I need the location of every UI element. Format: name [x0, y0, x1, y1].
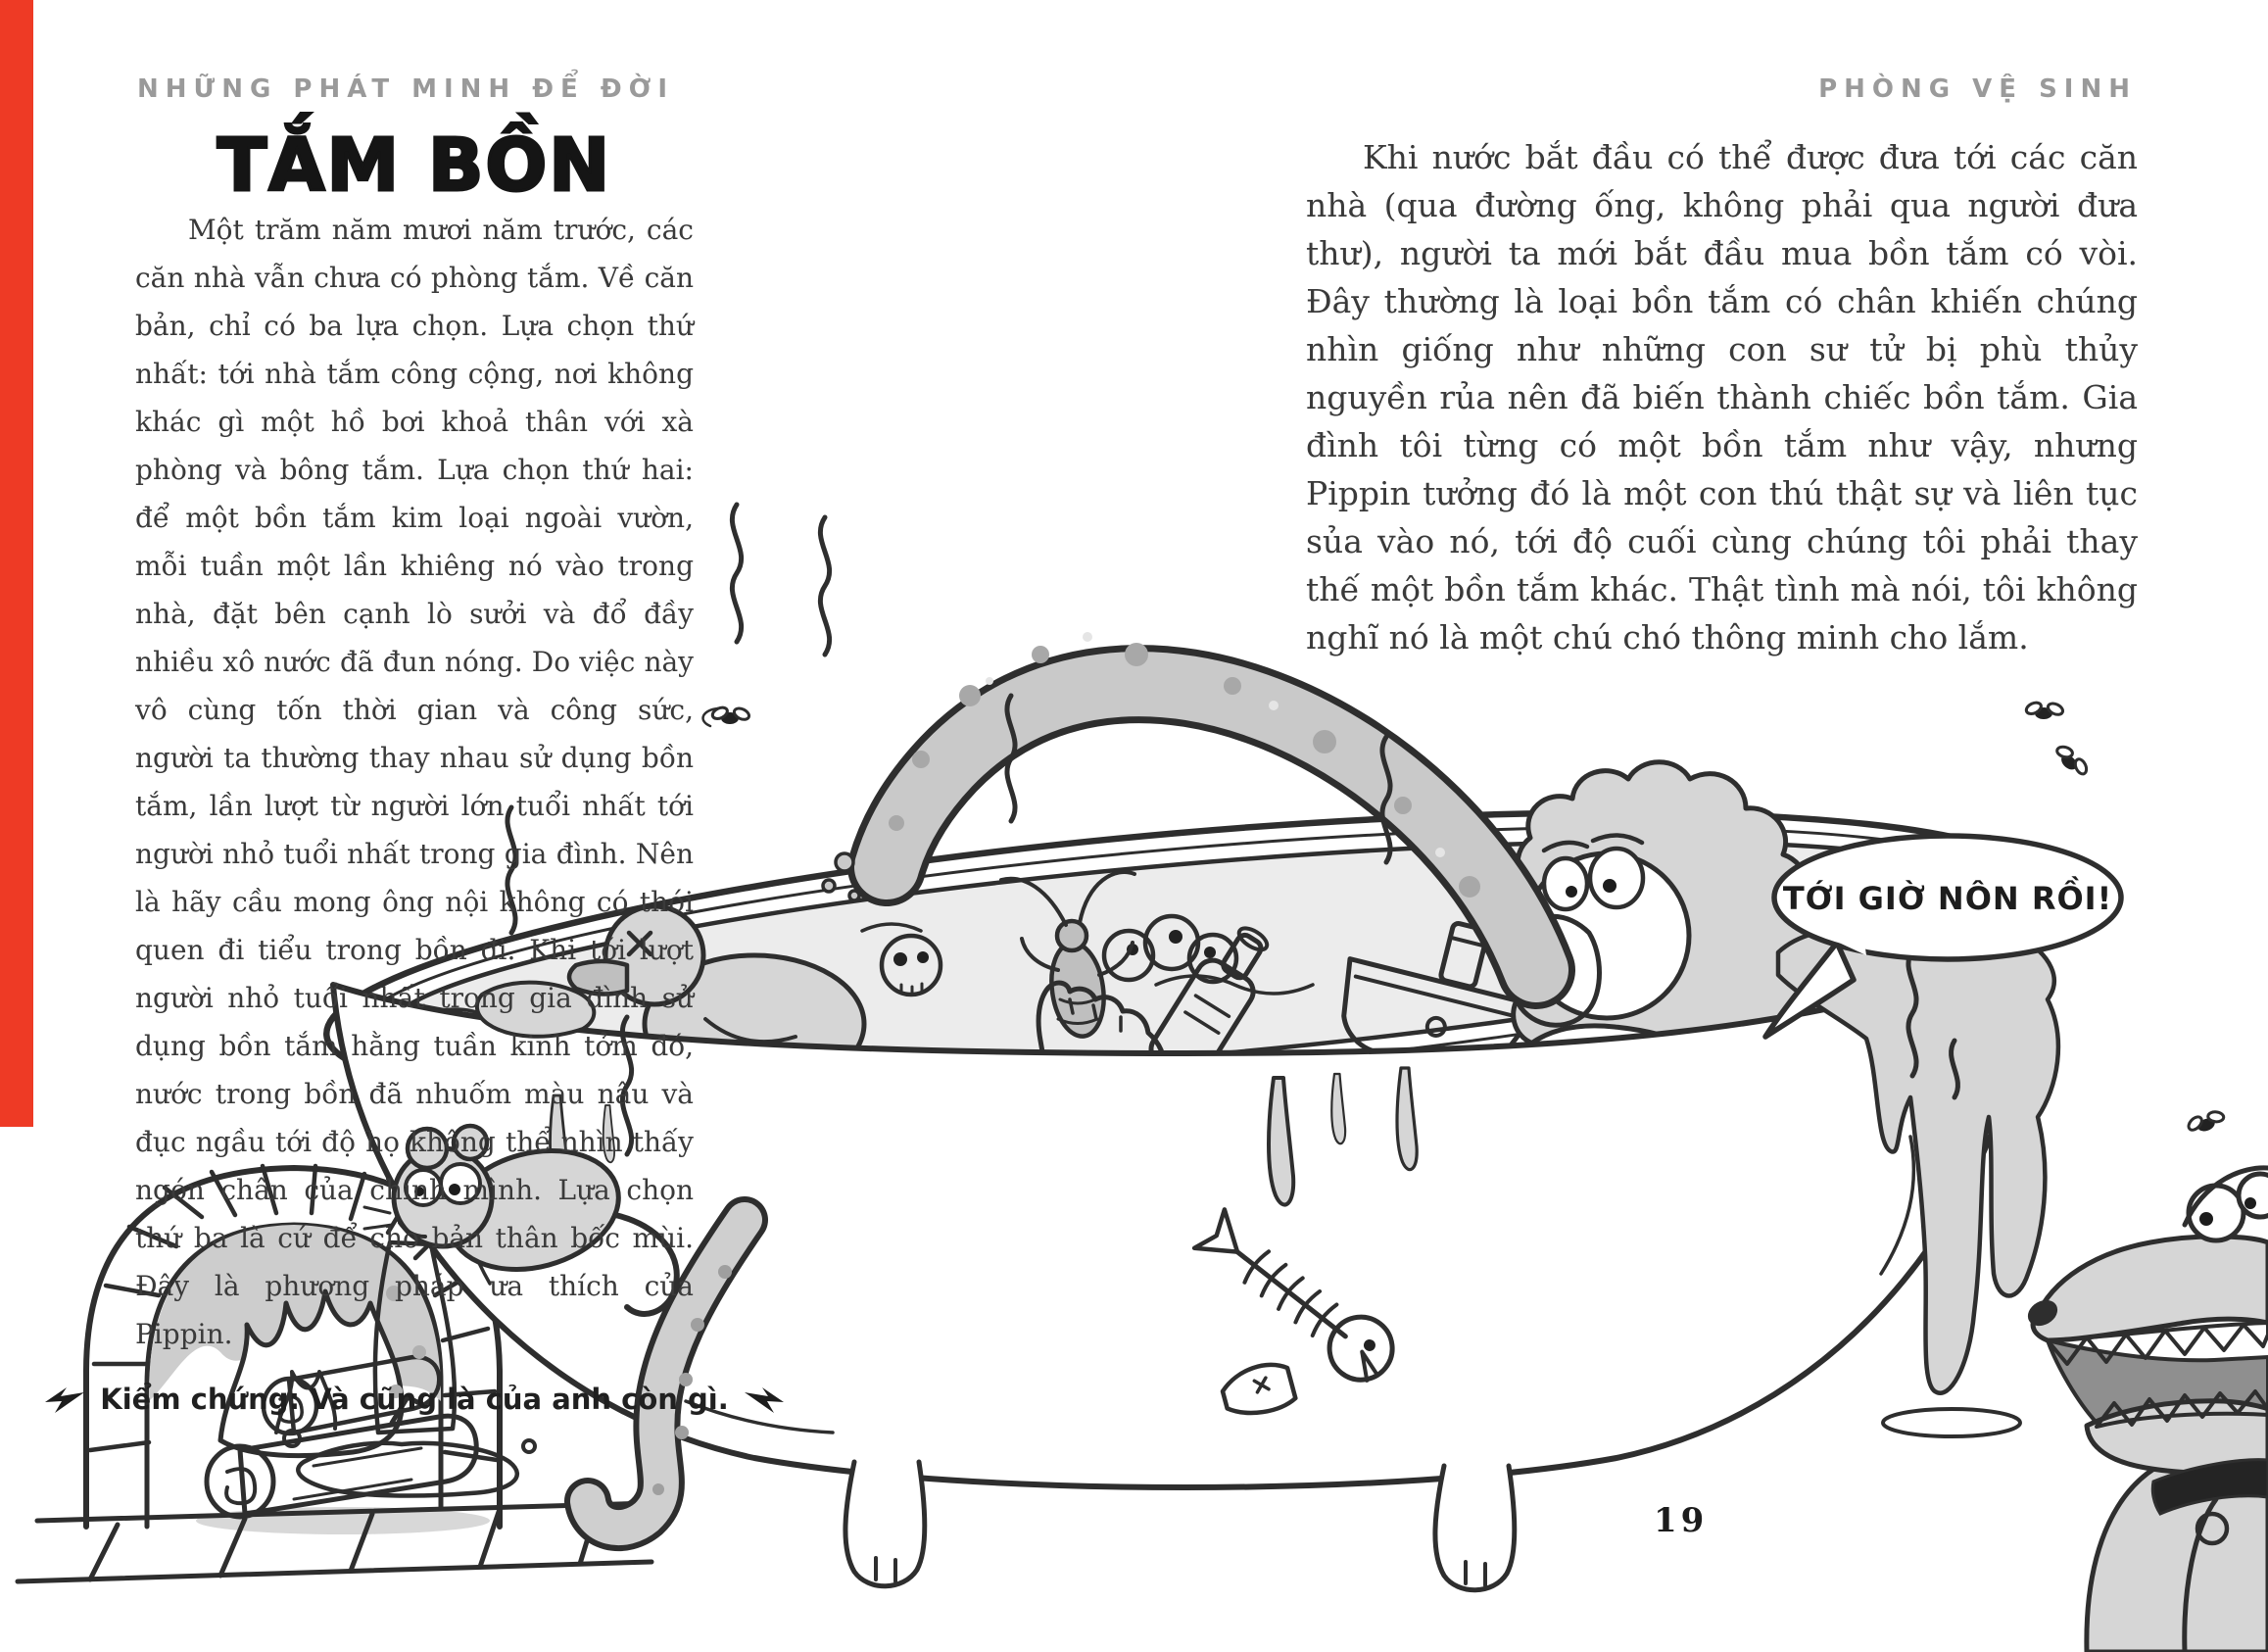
right-column [1306, 133, 2138, 661]
lightning-icon [43, 1385, 86, 1415]
dog [2023, 1168, 2268, 1652]
body-paragraph-right: Khi nước bắt đầu có thể được đưa tới các căn nhà (qua đường ống, không phải qua người đưa thư), người ta mới bắt đầu mua bồn tắm có vòi. Đây thường là loại bồn tắm có chân khiến chúng nhìn giống như những con sư tử bị phù thủy nguyền rủa nên đã biến thành chiếc bồn tắm. Gia đình tôi từng có một bồn tắm như vậy, nhưng Pippin tưởng đó là một con thú thật sự và liên tục sủa vào nó, tới độ cuối cùng chúng tôi phải thay thế một bồn tắm khác. Thật tình mà nói, tôi không nghĩ nó là một chú chó thông minh cho lắm. [1306, 138, 2138, 656]
tub-foot-left [845, 1462, 925, 1586]
body-paragraph-left: Một trăm năm mươi năm trước, các căn nhà vẫn chưa có phòng tắm. Về căn bản, chỉ có ba lựa chọn. Lựa chọn thứ nhất: tới nhà tắm công cộng, nơi không khác gì một hồ bơi khoả thân với xà phòng và bông tắm. Lựa chọn thứ hai: để một bồn tắm kim loại ngoài vườn, mỗi tuần một lần khiêng nó vào trong nhà, đặt bên cạnh lò sưởi và đổ đầy nhiều xô nước đã đun nóng. Do việc này vô cùng tốn thời gian và công sức, người ta thường thay nhau sử dụng bồn tắm, lần lượt từ người lớn tuổi nhất tới người nhỏ tuổi nhất trong gia đình. Nên là hãy cầu mong ông nội không có thói quen đi tiểu trong bồn đi. Khi tới lượt người nhỏ tuổi nhất trong gia đình sử dụng bồn tắm hằng tuần kinh tởm đó, nước trong bồn đã nhuốm màu nâu và đục ngầu tới độ họ không thể nhìn thấy ngón chân của chính mình. Lựa chọn thứ ba là cứ để cho bản thân bốc mùi. Đây là phương pháp ưa thích của Pippin. [135, 214, 694, 1350]
fact-check-line [100, 1376, 729, 1424]
running-header-left: NHỮNG PHÁT MINH ĐỂ ĐỜI [137, 74, 674, 104]
fly-icon [2184, 1105, 2228, 1137]
page-number: 19 [1654, 1501, 1709, 1540]
speech-bubble-text: TỚI GIỜ NÔN RỒI! [1782, 880, 2113, 917]
fact-check-text: Kiểm chứng: Và cũng là của anh còn gì. [100, 1383, 729, 1416]
fly-icon [2051, 740, 2094, 780]
fly-icon [2024, 701, 2064, 719]
running-header-right: PHÒNG VỆ SINH [1818, 74, 2137, 104]
lightning-icon [743, 1385, 786, 1415]
left-column [100, 206, 729, 1424]
chapter-title: TẮM BỒN [217, 123, 612, 208]
tub-foot-right [1435, 1466, 1515, 1590]
fly-icon [703, 705, 751, 726]
